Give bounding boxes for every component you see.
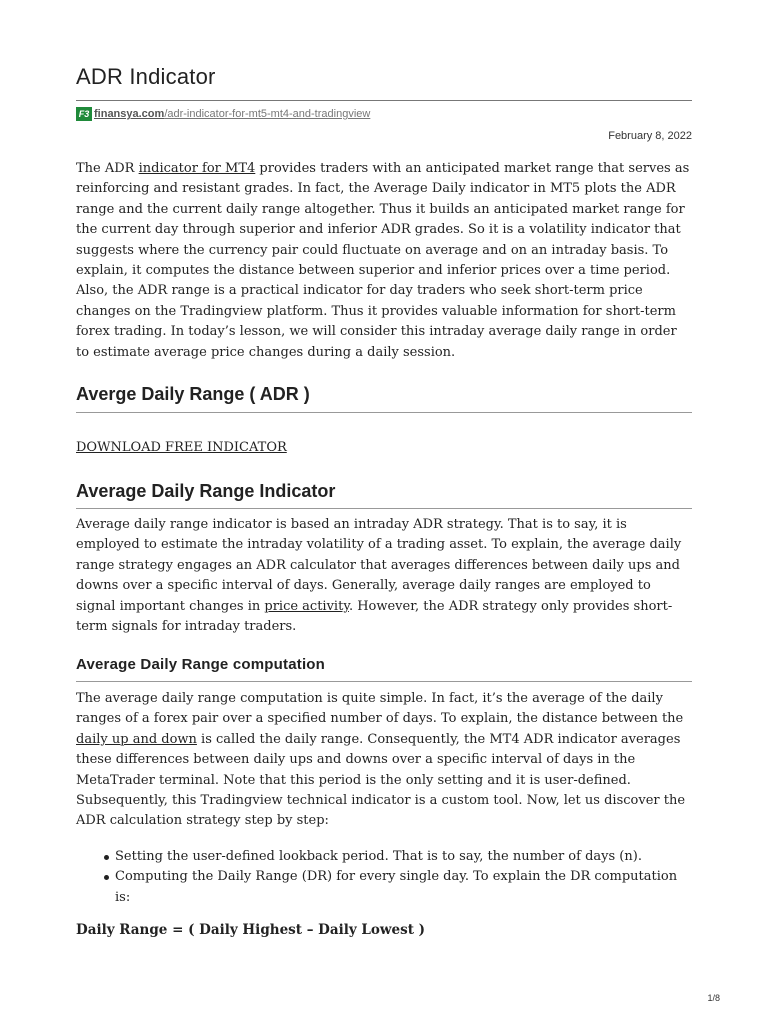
- section-heading-indicator: Average Daily Range Indicator: [76, 481, 336, 501]
- source-path-link[interactable]: /adr-indicator-for-mt5-mt4-and-tradingview: [164, 108, 371, 120]
- page-title: ADR Indicator: [76, 64, 216, 89]
- indicator-mt4-link[interactable]: indicator for MT4: [138, 161, 256, 176]
- list-item: Computing the Daily Range (DR) for every single day. To explain the DR computation is:: [115, 867, 692, 908]
- indicator-paragraph: Average daily range indicator is based an intraday ADR strategy. That is to say, it is employed to estimate the intraday volatility of a trading asset. To explain, the average daily range strategy engages an ADR calculator that averages differences between daily ups and downs over a specific interval of days. Generally, average daily ranges are employed to signal important changes in price activity. However, the ADR strategy only provides short-term signals for intraday traders.: [76, 517, 682, 635]
- source-line: [76, 107, 370, 121]
- section-divider: [76, 681, 692, 682]
- steps-list: [76, 847, 692, 908]
- daily-up-down-link[interactable]: daily up and down: [76, 731, 197, 747]
- section-divider: [76, 508, 692, 509]
- download-indicator-link[interactable]: DOWNLOAD FREE INDICATOR: [76, 440, 287, 455]
- title-divider: [76, 100, 692, 101]
- price-activity-link[interactable]: price activity: [264, 598, 349, 614]
- publish-date: February 8, 2022: [608, 130, 692, 142]
- page-number: 1/8: [707, 993, 720, 1003]
- intro-paragraph: The ADR indicator for MT4 provides traders with an anticipated market range that serves as reinforcing and resistant grades. In fact, the Average Daily indicator in MT5 plots the ADR range and the current daily range altogether. Thus it builds an anticipated market range for the current day through superior and inferior ADR grades. So it is a volatility indicator that suggests where the currency pair could fluctuate on average and on an intraday basis. To explain, it computes the distance between superior and inferior prices over a time period. Also, the ADR range is a practical indicator for day traders who seek short-term price changes on the Tradingview platform. Thus it provides valuable information for short-term forex trading. In today’s lesson, we will consider this intraday average daily range in order to estimate average price changes during a daily session.: [76, 161, 690, 360]
- source-domain-link[interactable]: finansya.com: [94, 108, 165, 120]
- site-logo-icon: F3: [76, 107, 92, 121]
- list-item: Setting the user-defined lookback period. That is to say, the number of days (n).: [115, 847, 692, 867]
- computation-paragraph: The average daily range computation is quite simple. In fact, it’s the average of the daily ranges of a forex pair over a specified number of days. To explain, the distance between the daily up and down is called the daily range. Consequently, the MT4 ADR indicator averages these differences between daily ups and downs over a specific interval of days in the MetaTrader terminal. Note that this period is the only setting and it is user-defined. Subsequently, this Tradingview technical indicator is a custom tool. Now, let us discover the ADR calculation strategy step by step:: [76, 691, 686, 829]
- section-divider: [76, 412, 692, 413]
- section-heading-computation: Average Daily Range computation: [76, 656, 326, 673]
- daily-range-formula: Daily Range = ( Daily Highest – Daily Lowest ): [76, 922, 426, 938]
- section-heading-adr: Averge Daily Range ( ADR ): [76, 384, 310, 404]
